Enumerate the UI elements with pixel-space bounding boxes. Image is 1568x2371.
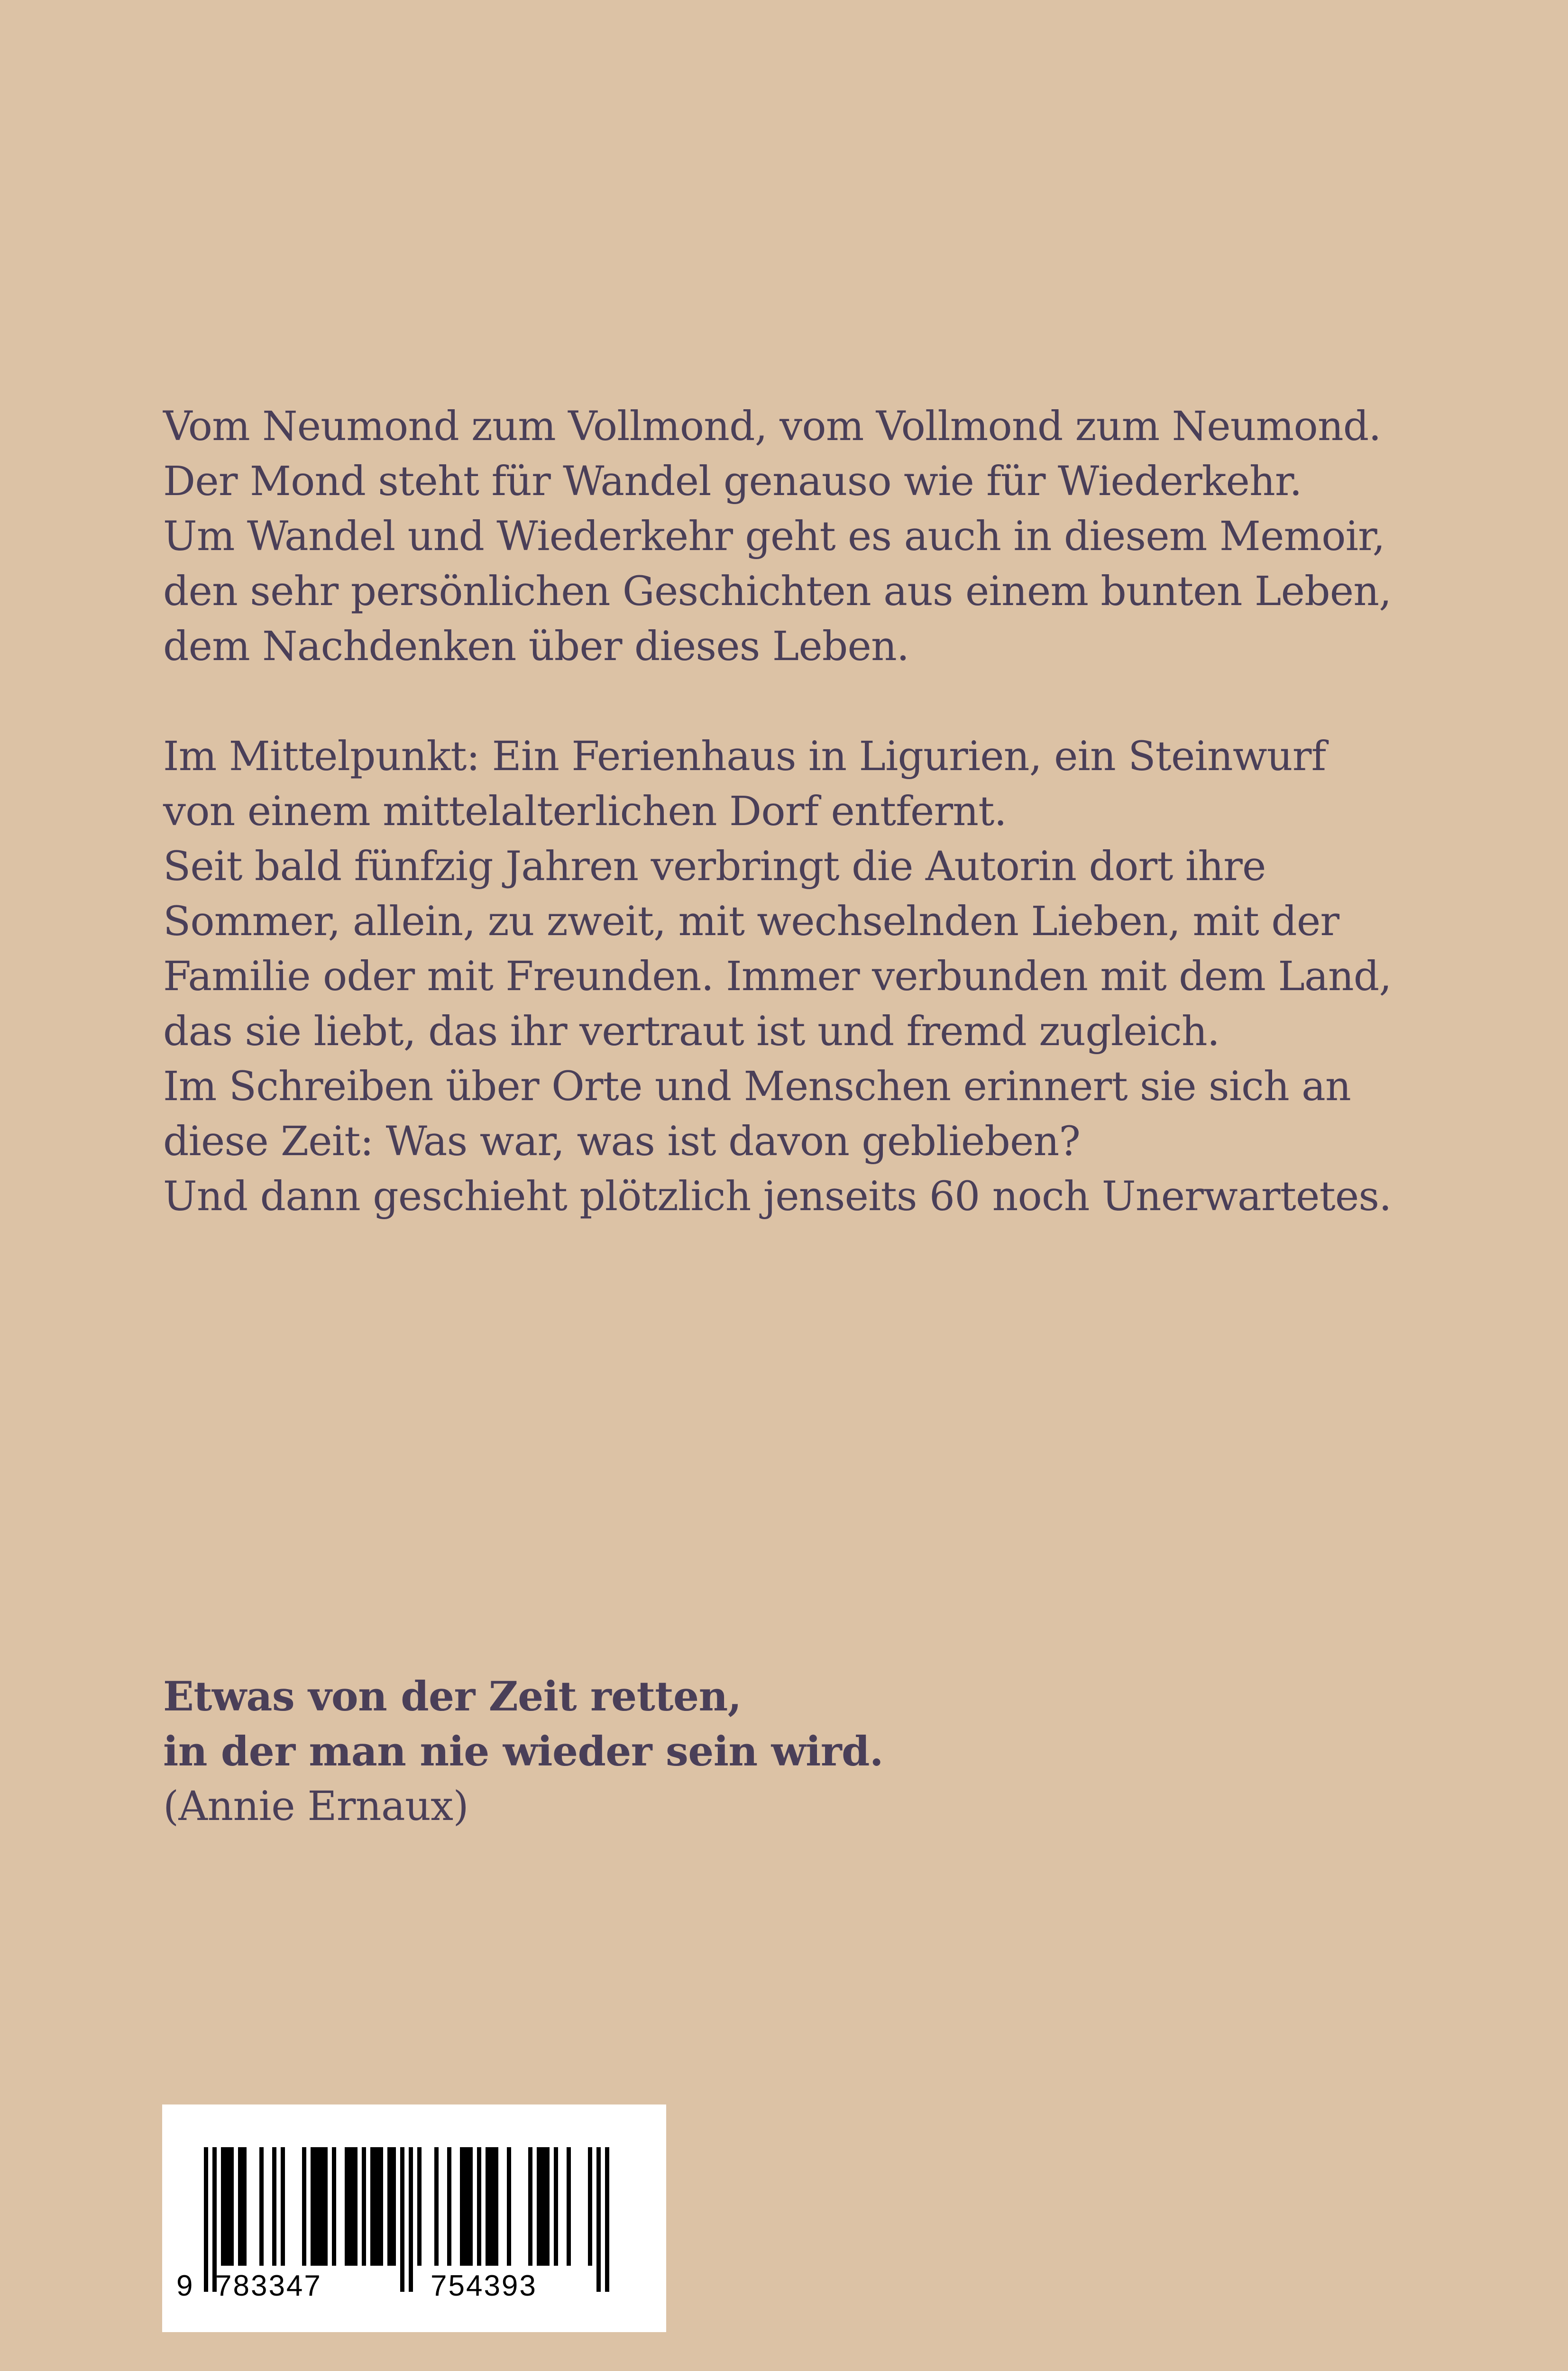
barcode-bar bbox=[259, 2147, 264, 2266]
barcode-first-digit: 9 bbox=[176, 2270, 194, 2302]
barcode-bar bbox=[353, 2147, 358, 2266]
barcode-bar bbox=[447, 2147, 451, 2266]
quote-attribution: (Annie Ernaux) bbox=[163, 1783, 469, 1830]
blurb-line: den sehr persönlichen Geschichten aus einem bunten Leben, bbox=[163, 568, 1392, 615]
barcode-bar bbox=[477, 2147, 481, 2266]
barcode-bar bbox=[494, 2147, 498, 2266]
barcode-bar bbox=[434, 2147, 439, 2266]
barcode-bar bbox=[302, 2147, 306, 2266]
barcode-bar bbox=[464, 2147, 468, 2266]
barcode-left-digits: 783347 bbox=[215, 2270, 322, 2302]
blurb-line: Sommer, allein, zu zweit, mit wechselnden Lieben, mit der bbox=[163, 898, 1339, 945]
barcode-bar bbox=[596, 2147, 601, 2292]
barcode-bar bbox=[541, 2147, 545, 2266]
blurb-line: Im Mittelpunkt: Ein Ferienhaus in Ligurien, ein Steinwurf bbox=[163, 733, 1326, 780]
blurb-line: dem Nachdenken über dieses Leben. bbox=[163, 623, 909, 670]
barcode-bar bbox=[486, 2147, 490, 2266]
epigraph-quote bbox=[163, 1669, 1443, 1834]
barcode-bar bbox=[528, 2147, 532, 2266]
barcode-bar bbox=[204, 2147, 208, 2292]
barcode-bar bbox=[567, 2147, 571, 2266]
barcode-bar bbox=[605, 2147, 609, 2292]
barcode-bar bbox=[272, 2147, 276, 2266]
blurb-line: das sie liebt, das ihr vertraut ist und fremd zugleich. bbox=[163, 1008, 1220, 1055]
barcode-right-digits: 754393 bbox=[431, 2270, 537, 2302]
barcode-bar bbox=[323, 2147, 328, 2266]
barcode-bar bbox=[507, 2147, 511, 2266]
back-cover-blurb bbox=[163, 399, 1443, 1224]
barcode-bar bbox=[588, 2147, 592, 2266]
blurb-line: Vom Neumond zum Vollmond, vom Vollmond zum Neumond. bbox=[163, 403, 1381, 450]
barcode-bar bbox=[400, 2147, 404, 2292]
barcode-bar bbox=[554, 2147, 558, 2266]
barcode-bar bbox=[545, 2147, 550, 2266]
barcode-bar bbox=[315, 2147, 319, 2266]
barcode-bar bbox=[375, 2147, 379, 2266]
quote-line-1: Etwas von der Zeit retten, bbox=[163, 1673, 742, 1720]
barcode-bar bbox=[460, 2147, 464, 2266]
barcode-bar bbox=[229, 2147, 234, 2266]
blurb-line: von einem mittelalterlichen Dorf entfernt. bbox=[163, 788, 1007, 835]
barcode-bar bbox=[345, 2147, 349, 2266]
blurb-line: Seit bald fünfzig Jahren verbringt die Autorin dort ihre bbox=[163, 843, 1266, 890]
blurb-line: diese Zeit: Was war, was ist davon geblieben? bbox=[163, 1118, 1081, 1165]
barcode-bar bbox=[362, 2147, 366, 2266]
barcode-bar bbox=[238, 2147, 242, 2266]
blurb-paragraph-2 bbox=[163, 729, 1443, 1224]
blurb-line: Im Schreiben über Orte und Menschen erinnert sie sich an bbox=[163, 1063, 1351, 1110]
barcode-bar bbox=[392, 2147, 396, 2266]
blurb-paragraph-1 bbox=[163, 399, 1443, 674]
isbn-barcode bbox=[162, 2104, 666, 2332]
barcode-bar bbox=[281, 2147, 285, 2266]
quote-line-2: in der man nie wieder sein wird. bbox=[163, 1728, 883, 1775]
blurb-line: Familie oder mit Freunden. Immer verbunden mit dem Land, bbox=[163, 953, 1392, 1000]
barcode-bar bbox=[468, 2147, 473, 2266]
barcode-bar bbox=[221, 2147, 225, 2266]
barcode-bar bbox=[349, 2147, 353, 2266]
barcode-bar bbox=[490, 2147, 494, 2266]
barcode-bar bbox=[537, 2147, 541, 2266]
blurb-line: Der Mond steht für Wandel genauso wie für Wiederkehr. bbox=[163, 458, 1302, 505]
blurb-line: Und dann geschieht plötzlich jenseits 60 noch Unerwartetes. bbox=[163, 1173, 1392, 1220]
barcode-bar bbox=[417, 2147, 422, 2266]
barcode-bar bbox=[387, 2147, 392, 2266]
barcode-bar bbox=[319, 2147, 323, 2266]
barcode-bar bbox=[332, 2147, 336, 2266]
barcode-bar bbox=[242, 2147, 247, 2266]
barcode-bar bbox=[225, 2147, 229, 2266]
barcode-bar bbox=[379, 2147, 383, 2266]
barcode-bar bbox=[409, 2147, 413, 2292]
blurb-line: Um Wandel und Wiederkehr geht es auch in diesem Memoir, bbox=[163, 513, 1385, 560]
barcode-bar bbox=[370, 2147, 375, 2266]
barcode-bar bbox=[311, 2147, 315, 2266]
